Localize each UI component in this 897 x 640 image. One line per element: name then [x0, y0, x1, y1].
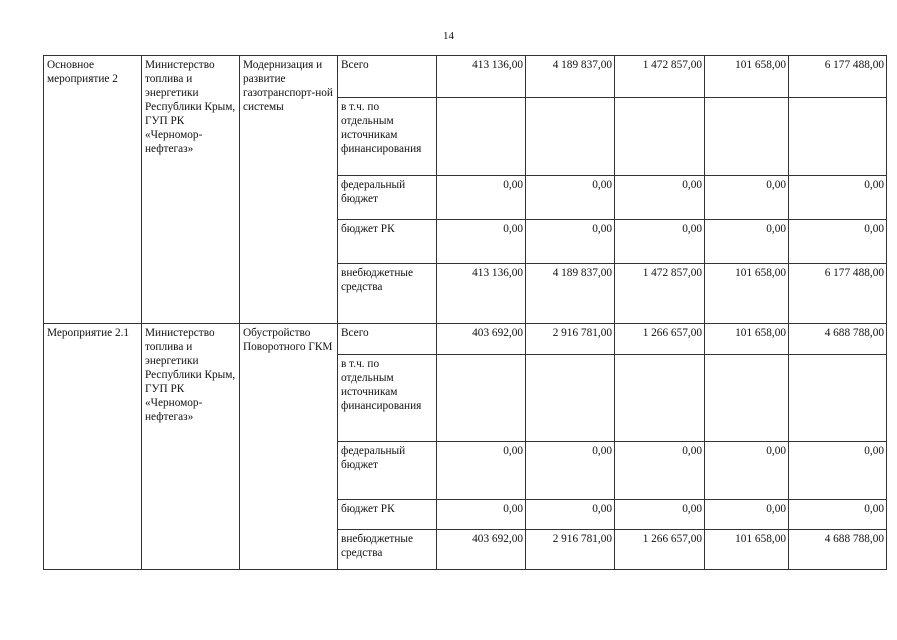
value-cell: 0,00: [705, 500, 789, 530]
value-cell: [615, 98, 705, 176]
value-cell: [705, 355, 789, 442]
value-cell: [526, 355, 615, 442]
value-cell: 0,00: [526, 176, 615, 220]
value-cell: [615, 355, 705, 442]
value-cell: 4 688 788,00: [789, 530, 887, 570]
value-cell: 0,00: [526, 500, 615, 530]
value-cell: 0,00: [789, 176, 887, 220]
value-cell: 413 136,00: [437, 56, 526, 98]
value-cell: [437, 98, 526, 176]
value-cell: [437, 355, 526, 442]
source-cell: бюджет РК: [338, 500, 437, 530]
value-cell: 0,00: [789, 220, 887, 264]
source-cell: бюджет РК: [338, 220, 437, 264]
value-cell: 6 177 488,00: [789, 56, 887, 98]
executor-cell: Министерство топлива и энергетики Республики Крым, ГУП РК «Черномор-нефтегаз»: [142, 324, 240, 570]
source-cell: внебюджетные средства: [338, 530, 437, 570]
value-cell: 101 658,00: [705, 56, 789, 98]
value-cell: 1 266 657,00: [615, 324, 705, 355]
purpose-cell: Обустройство Поворотного ГКМ: [240, 324, 338, 570]
value-cell: 403 692,00: [437, 530, 526, 570]
value-cell: 413 136,00: [437, 264, 526, 324]
value-cell: 101 658,00: [705, 324, 789, 355]
executor-cell: Министерство топлива и энергетики Республики Крым, ГУП РК «Черномор-нефтегаз»: [142, 56, 240, 324]
value-cell: 403 692,00: [437, 324, 526, 355]
value-cell: 4 189 837,00: [526, 56, 615, 98]
value-cell: [526, 98, 615, 176]
value-cell: 0,00: [437, 176, 526, 220]
value-cell: 4 189 837,00: [526, 264, 615, 324]
value-cell: 1 472 857,00: [615, 264, 705, 324]
value-cell: 6 177 488,00: [789, 264, 887, 324]
value-cell: 0,00: [615, 176, 705, 220]
event-cell: Мероприятие 2.1: [44, 324, 142, 570]
value-cell: 101 658,00: [705, 530, 789, 570]
value-cell: [705, 98, 789, 176]
value-cell: 0,00: [705, 442, 789, 500]
source-cell: Всего: [338, 56, 437, 98]
page-number: 14: [443, 30, 454, 42]
value-cell: [789, 98, 887, 176]
value-cell: 0,00: [526, 220, 615, 264]
value-cell: 0,00: [615, 442, 705, 500]
value-cell: 101 658,00: [705, 264, 789, 324]
value-cell: 0,00: [437, 442, 526, 500]
purpose-cell: Модернизация и развитие газотранспорт-ной системы: [240, 56, 338, 324]
table-row: [44, 324, 887, 355]
value-cell: 1 266 657,00: [615, 530, 705, 570]
source-cell: в т.ч. по отдельным источникам финансирования: [338, 98, 437, 176]
value-cell: [789, 355, 887, 442]
value-cell: 0,00: [526, 442, 615, 500]
value-cell: 0,00: [705, 176, 789, 220]
value-cell: 2 916 781,00: [526, 324, 615, 355]
source-cell: федеральный бюджет: [338, 442, 437, 500]
value-cell: 0,00: [789, 500, 887, 530]
table-row: [44, 56, 887, 98]
source-cell: внебюджетные средства: [338, 264, 437, 324]
value-cell: 1 472 857,00: [615, 56, 705, 98]
value-cell: 0,00: [705, 220, 789, 264]
value-cell: 0,00: [615, 220, 705, 264]
value-cell: 0,00: [615, 500, 705, 530]
value-cell: 0,00: [789, 442, 887, 500]
event-cell: Основное мероприятие 2: [44, 56, 142, 324]
source-cell: в т.ч. по отдельным источникам финансирования: [338, 355, 437, 442]
value-cell: 4 688 788,00: [789, 324, 887, 355]
value-cell: 0,00: [437, 220, 526, 264]
value-cell: 2 916 781,00: [526, 530, 615, 570]
funding-table: [43, 55, 887, 570]
source-cell: федеральный бюджет: [338, 176, 437, 220]
source-cell: Всего: [338, 324, 437, 355]
value-cell: 0,00: [437, 500, 526, 530]
